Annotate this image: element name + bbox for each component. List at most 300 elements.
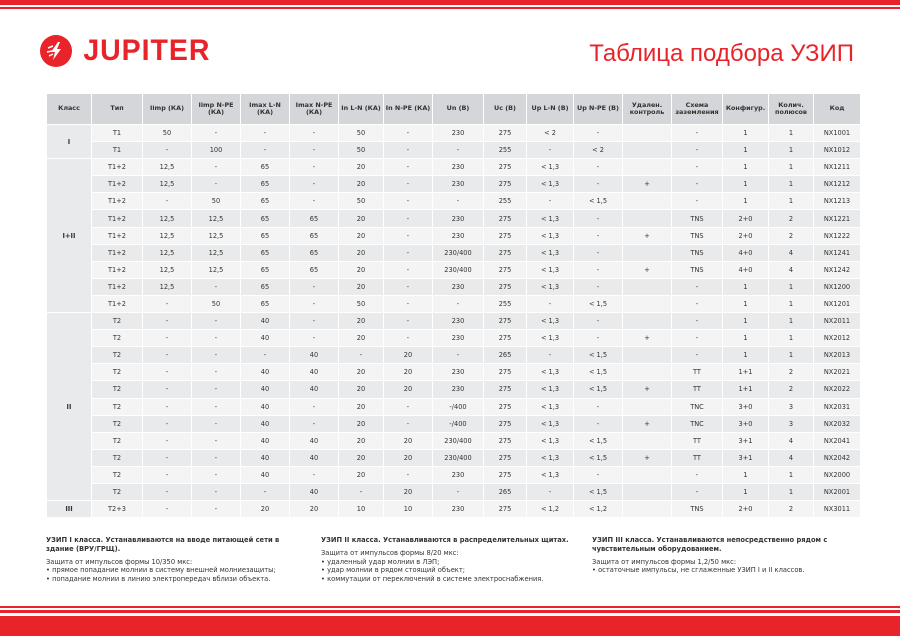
table-cell: 20 (384, 433, 432, 449)
table-cell: - (672, 313, 722, 329)
table-cell: 65 (241, 193, 289, 209)
table-cell: - (384, 245, 432, 261)
table-cell: T2 (92, 467, 142, 483)
table-cell: 275 (484, 262, 526, 278)
table-cell: - (672, 193, 722, 209)
table-cell: 275 (484, 210, 526, 226)
table-cell: 1 (723, 347, 768, 363)
table-cell: 275 (484, 501, 526, 517)
table-cell: 275 (484, 245, 526, 261)
table-cell: 230 (433, 228, 483, 244)
column-header: Схема заземления (672, 94, 722, 124)
table-row (47, 381, 860, 397)
table-cell: 230/400 (433, 450, 483, 466)
table-body (47, 125, 860, 517)
table-cell: + (623, 450, 671, 466)
table-cell: < 1,5 (574, 364, 622, 380)
table-cell: 40 (241, 467, 289, 483)
table-cell: 20 (339, 330, 383, 346)
table-cell: 275 (484, 399, 526, 415)
table-cell: 1+1 (723, 381, 768, 397)
table-cell: TT (672, 433, 722, 449)
table-cell: 20 (241, 501, 289, 517)
table-row (47, 501, 860, 517)
table-cell: 65 (241, 262, 289, 278)
table-cell: - (384, 176, 432, 192)
table-cell: - (574, 159, 622, 175)
table-cell: T2 (92, 484, 142, 500)
table-cell: 50 (143, 125, 191, 141)
table-cell: - (527, 142, 573, 158)
table-cell: 65 (290, 228, 338, 244)
table-cell: 3+0 (723, 399, 768, 415)
table-cell: - (143, 347, 191, 363)
table-cell: 20 (339, 364, 383, 380)
code-cell: NX1211 (814, 159, 860, 175)
note-line: • коммутации от переключений в системе электроснабжения. (321, 575, 544, 584)
table-cell: 50 (339, 142, 383, 158)
table-cell: 2+0 (723, 228, 768, 244)
table-cell: - (384, 159, 432, 175)
table-cell: 1 (723, 193, 768, 209)
code-cell: NX1012 (814, 142, 860, 158)
table-cell: + (623, 416, 671, 432)
table-cell: - (574, 176, 622, 192)
table-cell: 1 (769, 159, 813, 175)
table-cell: 275 (484, 450, 526, 466)
table-cell: TNS (672, 245, 722, 261)
table-cell: - (192, 330, 240, 346)
table-cell: - (192, 484, 240, 500)
table-cell: TT (672, 450, 722, 466)
table-cell: - (290, 159, 338, 175)
table-cell: 40 (290, 450, 338, 466)
code-cell: NX2013 (814, 347, 860, 363)
table-cell: 12,5 (192, 245, 240, 261)
table-cell: 230 (433, 501, 483, 517)
table-cell: 275 (484, 159, 526, 175)
table-cell: T2 (92, 399, 142, 415)
table-cell: 40 (290, 484, 338, 500)
table-cell: < 1,5 (574, 433, 622, 449)
table-cell: 100 (192, 142, 240, 158)
table-cell: - (290, 330, 338, 346)
table-cell: TNS (672, 262, 722, 278)
table-cell: < 1,2 (574, 501, 622, 517)
table-row (47, 364, 860, 380)
table-cell: - (527, 484, 573, 500)
table-cell: 1 (723, 279, 768, 295)
table-cell: 1 (769, 467, 813, 483)
table-cell: 1 (769, 279, 813, 295)
table-header-row (47, 94, 860, 124)
table-cell: 4 (769, 245, 813, 261)
table-cell: - (527, 296, 573, 312)
table-cell: - (384, 125, 432, 141)
table-cell: - (433, 484, 483, 500)
table-cell: 20 (339, 313, 383, 329)
table-cell: 65 (241, 159, 289, 175)
table-cell: T1+2 (92, 245, 142, 261)
table-cell: 230 (433, 210, 483, 226)
table-cell: 3+1 (723, 450, 768, 466)
table-cell: 275 (484, 176, 526, 192)
column-header: Imax L-N (КА) (241, 94, 289, 124)
table-row (47, 279, 860, 295)
table-cell: 3 (769, 416, 813, 432)
table-cell: - (192, 450, 240, 466)
code-cell: NX1201 (814, 296, 860, 312)
code-cell: NX1212 (814, 176, 860, 192)
table-cell: 1 (723, 125, 768, 141)
table-cell: - (143, 313, 191, 329)
note-line: Защита от импульсов формы 8/20 мкс: (321, 548, 459, 557)
code-cell: NX1242 (814, 262, 860, 278)
table-cell: 275 (484, 416, 526, 432)
table-cell: 20 (384, 450, 432, 466)
table-cell: < 1,5 (574, 381, 622, 397)
table-cell: T1 (92, 125, 142, 141)
table-cell: T1+2 (92, 210, 142, 226)
table-cell: 40 (241, 399, 289, 415)
table-cell: 40 (241, 313, 289, 329)
table-cell: T2 (92, 416, 142, 432)
table-cell: - (192, 176, 240, 192)
table-cell: - (339, 347, 383, 363)
table-cell: TT (672, 364, 722, 380)
table-cell: - (384, 330, 432, 346)
table-cell: 2+0 (723, 501, 768, 517)
table-cell: 230 (433, 364, 483, 380)
table-cell: T2 (92, 381, 142, 397)
table-cell: 1 (769, 193, 813, 209)
table-cell: TNC (672, 416, 722, 432)
table-cell: - (384, 313, 432, 329)
table-cell: 2+0 (723, 210, 768, 226)
table-cell: < 1,2 (527, 501, 573, 517)
table-cell: - (527, 347, 573, 363)
table-cell: 20 (339, 159, 383, 175)
note-line: Защита от импульсов формы 10/350 мкс: (46, 557, 193, 566)
table-cell: - (384, 142, 432, 158)
table-cell: - (672, 125, 722, 141)
table-cell: T1+2 (92, 228, 142, 244)
table-cell: - (290, 142, 338, 158)
table-cell: 12,5 (143, 228, 191, 244)
table-cell: < 1,3 (527, 450, 573, 466)
table-cell: 12,5 (143, 262, 191, 278)
table-cell (623, 347, 671, 363)
table-cell (623, 210, 671, 226)
table-cell: - (527, 193, 573, 209)
table-cell: 230 (433, 313, 483, 329)
table-cell (623, 364, 671, 380)
note-line: • попадание молнии в линию электропередач вблизи объекта. (46, 575, 271, 584)
table-cell: < 1,5 (574, 193, 622, 209)
table-cell: 50 (192, 296, 240, 312)
table-cell: TNS (672, 228, 722, 244)
table-cell: 20 (384, 381, 432, 397)
column-header: Колич. полюсов (769, 94, 813, 124)
table-cell: - (384, 228, 432, 244)
table-row (47, 416, 860, 432)
column-header: Удален. контроль (623, 94, 671, 124)
table-row (47, 142, 860, 158)
table-cell: 50 (339, 125, 383, 141)
table-cell: - (384, 262, 432, 278)
table-cell: - (672, 484, 722, 500)
table-cell: 230 (433, 279, 483, 295)
table-cell (623, 467, 671, 483)
table-cell: < 1,3 (527, 381, 573, 397)
table-cell: 1 (723, 296, 768, 312)
code-cell: NX1213 (814, 193, 860, 209)
table-cell: - (384, 296, 432, 312)
class-cell: I+II (47, 159, 91, 312)
code-cell: NX2041 (814, 433, 860, 449)
table-cell: 65 (241, 228, 289, 244)
table-cell: - (143, 467, 191, 483)
table-cell: 40 (241, 416, 289, 432)
table-cell (623, 501, 671, 517)
table-cell: 50 (339, 193, 383, 209)
table-cell: - (241, 484, 289, 500)
table-cell: 65 (290, 210, 338, 226)
table-cell: - (384, 193, 432, 209)
code-cell: NX1200 (814, 279, 860, 295)
table-cell: < 1,3 (527, 416, 573, 432)
table-cell: 12,5 (192, 210, 240, 226)
table-row (47, 210, 860, 226)
table-row (47, 296, 860, 312)
table-row (47, 245, 860, 261)
note-line: Защита от импульсов формы 1,2/50 мкс: (592, 557, 737, 566)
class-cell: II (47, 313, 91, 500)
note-class-iii (592, 536, 852, 575)
table-cell: < 1,3 (527, 330, 573, 346)
class-cell: III (47, 501, 91, 517)
top-stripes (0, 0, 900, 14)
table-cell: 2 (769, 501, 813, 517)
table-cell: 1 (769, 176, 813, 192)
table-cell: - (290, 296, 338, 312)
table-cell: 275 (484, 433, 526, 449)
column-header: Imax N-PE (КА) (290, 94, 338, 124)
table-cell: 12,5 (143, 210, 191, 226)
table-cell: - (143, 484, 191, 500)
code-cell: NX2031 (814, 399, 860, 415)
table-cell: 10 (384, 501, 432, 517)
table-cell: - (574, 313, 622, 329)
table-cell: T1+2 (92, 193, 142, 209)
table-cell: 2 (769, 210, 813, 226)
table-cell: - (143, 193, 191, 209)
table-cell: 65 (241, 296, 289, 312)
table-row (47, 176, 860, 192)
table-cell: 4 (769, 433, 813, 449)
column-header: Up N-PE (В) (574, 94, 622, 124)
table-cell: 3 (769, 399, 813, 415)
table-row (47, 125, 860, 141)
table-row (47, 484, 860, 500)
table-cell: < 1,3 (527, 399, 573, 415)
table-cell: 40 (241, 450, 289, 466)
code-cell: NX2011 (814, 313, 860, 329)
table-row (47, 330, 860, 346)
table-cell: 230/400 (433, 262, 483, 278)
table-cell: T2 (92, 364, 142, 380)
table-cell: -/400 (433, 399, 483, 415)
table-cell (623, 193, 671, 209)
table-cell: - (574, 125, 622, 141)
table-cell: 275 (484, 228, 526, 244)
table-cell: 40 (241, 381, 289, 397)
table-cell: 65 (290, 262, 338, 278)
table-cell: 50 (339, 296, 383, 312)
table-cell: 12,5 (192, 262, 240, 278)
table-cell: - (672, 296, 722, 312)
table-cell: T2+3 (92, 501, 142, 517)
code-cell: NX2012 (814, 330, 860, 346)
table-cell: 20 (339, 210, 383, 226)
note-line: • удар молнии в рядом стоящий объект; (321, 566, 465, 575)
table-cell: T1+2 (92, 296, 142, 312)
note-heading: УЗИП II класса. Устанавливаются в распределительных щитах. (321, 536, 569, 544)
table-cell: 40 (241, 433, 289, 449)
table-cell: - (672, 159, 722, 175)
note-heading: УЗИП III класса. Устанавливаются непосредственно рядом с чувствительным оборудованием. (592, 536, 828, 553)
table-cell: - (192, 399, 240, 415)
table-cell: T1 (92, 142, 142, 158)
table-cell: - (339, 484, 383, 500)
table-row (47, 262, 860, 278)
table-cell: < 1,3 (527, 433, 573, 449)
table-cell: 255 (484, 193, 526, 209)
table-cell: 65 (241, 245, 289, 261)
table-cell: - (192, 125, 240, 141)
table-cell (623, 484, 671, 500)
table-cell: T1+2 (92, 176, 142, 192)
table-cell: 1 (769, 296, 813, 312)
table-cell: - (384, 467, 432, 483)
table-cell: 12,5 (143, 176, 191, 192)
code-cell: NX1001 (814, 125, 860, 141)
table-cell: TT (672, 381, 722, 397)
table-cell: 4+0 (723, 262, 768, 278)
table-cell: - (290, 467, 338, 483)
table-cell: - (143, 399, 191, 415)
table-cell: + (623, 176, 671, 192)
column-header: Iimp (КА) (143, 94, 191, 124)
table-cell: - (672, 467, 722, 483)
table-cell: TNS (672, 501, 722, 517)
table-cell: 65 (241, 210, 289, 226)
table-cell: 1 (723, 159, 768, 175)
table-cell: 12,5 (143, 279, 191, 295)
table-cell: < 1,3 (527, 467, 573, 483)
column-header: Iimp N-PE (КА) (192, 94, 240, 124)
table-cell: < 2 (574, 142, 622, 158)
table-cell: - (433, 347, 483, 363)
table-cell: < 1,3 (527, 364, 573, 380)
table-cell: - (143, 416, 191, 432)
table-cell: 20 (339, 262, 383, 278)
table-cell: 4+0 (723, 245, 768, 261)
table-cell: - (192, 159, 240, 175)
table-cell: - (672, 142, 722, 158)
column-header: In N-PE (КА) (384, 94, 432, 124)
table-cell: 20 (339, 416, 383, 432)
table-cell: 275 (484, 313, 526, 329)
table-cell: - (290, 279, 338, 295)
table-cell: 1 (723, 176, 768, 192)
table-cell: 12,5 (143, 159, 191, 175)
table-cell: 1 (723, 330, 768, 346)
table-cell: - (290, 193, 338, 209)
table-cell: - (574, 467, 622, 483)
table-cell: - (433, 296, 483, 312)
code-cell: NX3011 (814, 501, 860, 517)
table-cell: < 1,3 (527, 159, 573, 175)
table-cell: 2 (769, 228, 813, 244)
table-cell: 2 (769, 381, 813, 397)
table-cell: < 1,3 (527, 176, 573, 192)
table-cell: 3+1 (723, 433, 768, 449)
table-cell: 50 (192, 193, 240, 209)
table-cell: - (143, 364, 191, 380)
page-title: Таблица подбора УЗИП (589, 40, 854, 67)
column-header: Uc (В) (484, 94, 526, 124)
table-cell: - (192, 416, 240, 432)
table-cell: - (574, 245, 622, 261)
table-cell: 40 (290, 381, 338, 397)
table-cell: + (623, 381, 671, 397)
table-row (47, 467, 860, 483)
table-cell: - (290, 399, 338, 415)
table-cell: 1 (769, 484, 813, 500)
table-cell: - (192, 313, 240, 329)
table-cell: 255 (484, 296, 526, 312)
column-header: In L-N (КА) (339, 94, 383, 124)
table-cell: 255 (484, 142, 526, 158)
spd-selection-table (46, 93, 861, 518)
table-cell: - (143, 381, 191, 397)
table-cell: 20 (339, 433, 383, 449)
table-cell: T2 (92, 347, 142, 363)
table-cell: 1 (769, 347, 813, 363)
table-cell: - (143, 142, 191, 158)
table-cell: 12,5 (192, 228, 240, 244)
table-row (47, 347, 860, 363)
table-cell: 230 (433, 125, 483, 141)
code-cell: NX2032 (814, 416, 860, 432)
table-cell: - (384, 399, 432, 415)
table-cell: 3+0 (723, 416, 768, 432)
note-line: • прямое попадание молнии в систему внешней молниезащиты; (46, 566, 276, 575)
table-cell: 65 (290, 245, 338, 261)
table-row (47, 450, 860, 466)
table-cell (623, 313, 671, 329)
table-cell: < 1,5 (574, 347, 622, 363)
table-cell: T1+2 (92, 279, 142, 295)
table-cell: < 2 (527, 125, 573, 141)
table-row (47, 399, 860, 415)
table-cell: < 1,5 (574, 296, 622, 312)
table-cell (623, 159, 671, 175)
table-cell: 10 (339, 501, 383, 517)
note-class-i (46, 536, 296, 584)
table-cell: 1 (769, 125, 813, 141)
